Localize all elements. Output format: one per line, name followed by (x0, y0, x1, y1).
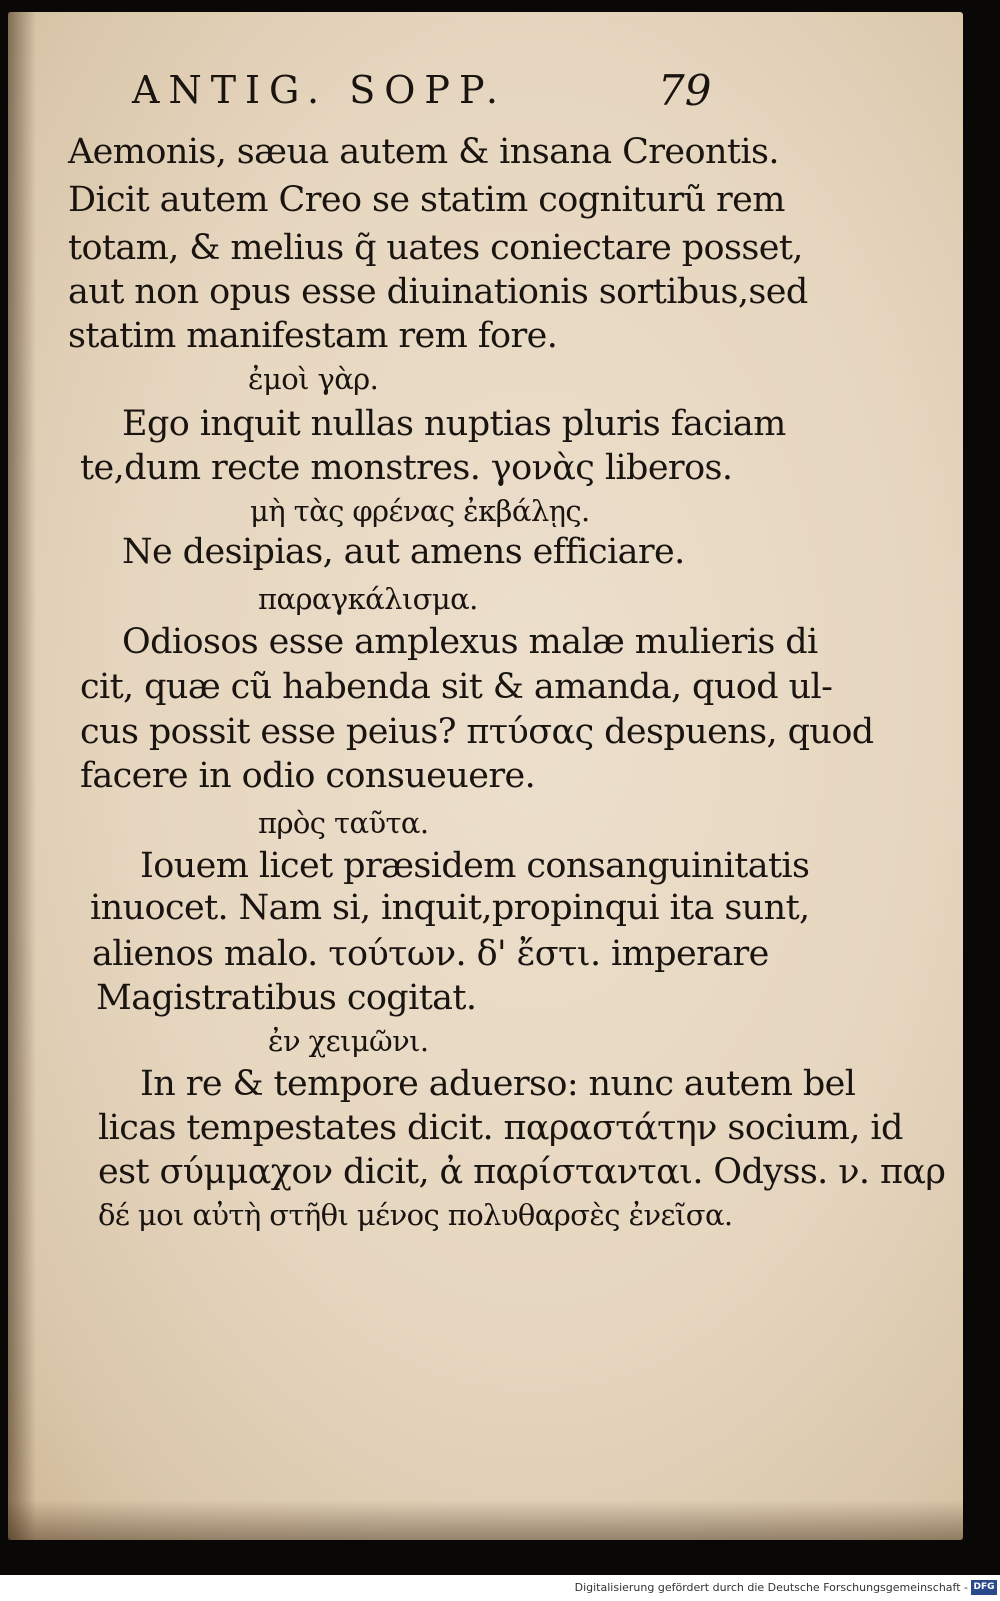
text-line: cus possit esse peius? πτύσας despuens, quod (80, 712, 874, 752)
text-line: cit, quæ cũ habenda sit & amanda, quod ul- (80, 667, 833, 707)
greek-lemma: ἐμοὶ γὰρ. (248, 362, 379, 396)
greek-lemma: πρὸς ταῦτα. (258, 806, 429, 840)
dfg-logo: DFG (971, 1580, 997, 1595)
text-line: facere in odio consueuere. (80, 756, 536, 796)
text-line: alienos malo. τούτων. δ' ἔστι. imperare (92, 934, 769, 974)
text-line: te,dum recte monstres. γονὰς liberos. (80, 448, 733, 488)
running-head: ANTIG. SOPP. (132, 68, 507, 112)
text-line: Aemonis, sæua autem & insana Creontis. (68, 132, 779, 172)
gutter-shadow (8, 12, 36, 1540)
text-line: Magistratibus cogitat. (96, 978, 477, 1018)
text-line: Odiosos esse amplexus malæ mulieris di (122, 622, 818, 662)
page-bottom-shadow (8, 1500, 963, 1540)
footer-credit: Digitalisierung gefördert durch die Deutsche Forschungsgemeinschaft - (574, 1581, 968, 1594)
text-line: est σύμμαχον dicit, ἀ παρίστανται. Odyss. ν. παρ (98, 1152, 946, 1192)
text-line: totam, & melius q̃ uates coniectare posset, (68, 228, 803, 268)
greek-lemma: παραγκάλισμα. (258, 582, 478, 616)
text-line: Iouem licet præsidem consanguinitatis (140, 846, 810, 886)
text-line: statim manifestam rem fore. (68, 316, 558, 356)
text-line: Ne desipias, aut amens efficiare. (122, 532, 685, 572)
greek-lemma: μὴ τὰς φρένας ἐκβάλῃς. (250, 494, 590, 528)
text-line: Dicit autem Creo se statim cogniturũ rem (68, 180, 785, 220)
text-line: Ego inquit nullas nuptias pluris faciam (122, 404, 786, 444)
text-line: aut non opus esse diuinationis sortibus,sed (68, 272, 808, 312)
text-line: δέ μοι αὐτὴ στῆθι μένος πολυθαρσὲς ἐνεῖσα. (98, 1198, 733, 1232)
text-line: In re & tempore aduerso: nunc autem bel (140, 1064, 856, 1104)
greek-lemma: ἐν χειμῶνι. (268, 1024, 429, 1058)
text-line: inuocet. Nam si, inquit,propinqui ita sunt, (90, 888, 810, 928)
text-line: licas tempestates dicit. παραστάτην socium, id (98, 1108, 903, 1148)
page-number: 79 (658, 66, 712, 115)
